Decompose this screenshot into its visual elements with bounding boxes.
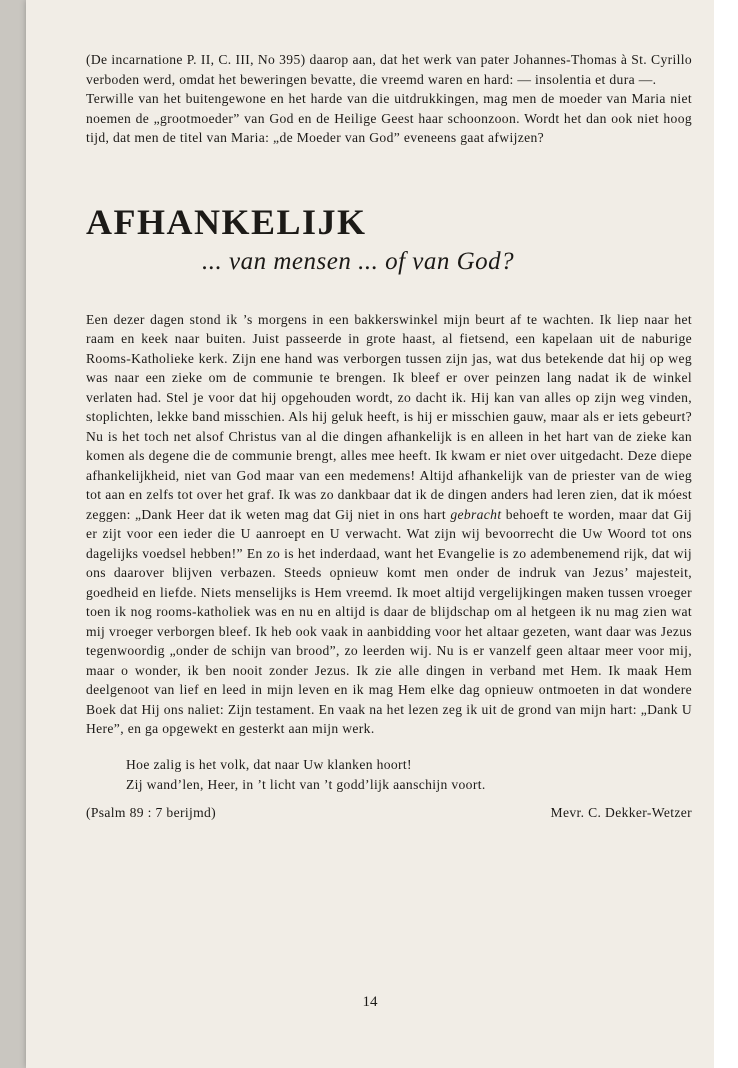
- page-edge-strip: [714, 0, 738, 1068]
- intro-paragraph-1: (De incarnatione P. II, C. III, No 395) daarop aan, dat het werk van pater Johannes-Thomas à St. Cyrillo verboden werd, omdat het beweringen bevatte, die vreemd waren en hard: — insolentia et dura —.: [86, 52, 692, 87]
- article-body-part-a: Een dezer dagen stond ik ’s morgens in een bakkerswinkel mijn beurt af te wachten. Ik liep naar het raam en keek naar buiten. Juist passeerde in grote haast, al fietsend, een kapelaan uit de naburige Rooms-Katholieke kerk. Zijn ene hand was verborgen tussen zijn jas, wat dus betekende dat hij op weg was naar een zieke om de communie te brengen. Ik bleef er over peinzen lang nadat ik de winkel verlaten had. Stel je voor dat hij opgehouden wordt, zo dacht ik. Hij kan van alles op zijn weg vinden, stoplichten, lekke band misschien. Als hij geluk heeft, is hij er misschien gauw, maar als er iets gebeurt? Nu is het toch net alsof Christus van al die dingen afhankelijk is en alleen in het hart van de zieke kan komen als degene die de communie brengt, alles mee heeft. Ik kwam er niet over uitgedacht. Deze diepe afhankelijkheid, niet van God maar van een medemens! Altijd afhankelijk van de priester van de wieg tot aan en zelfs tot over het graf. Ik was zo dankbaar dat ik de dingen anders had leren zien, dat ik móest zeggen: „Dank Heer dat ik weten mag dat Gij niet in ons hart: [86, 311, 692, 522]
- document-page: [26, 0, 714, 1068]
- page-content: [86, 50, 692, 823]
- page-number: 14: [362, 994, 378, 1010]
- poem-line-1: Hoe zalig is het volk, dat naar Uw klanken hoort!: [126, 756, 412, 772]
- article-title: AFHANKELIJK: [86, 201, 367, 242]
- attribution-row: [86, 803, 692, 823]
- article-subtitle: ... van mensen ... of van God?: [202, 247, 515, 275]
- article-body-part-b: behoeft te worden, maar dat Gij er zijt voor een ieder die U aanroept en U verwacht. Wat zijn wij bevoorrecht die Uw Woord tot ons dagelijks voedsel hebben!” En zo is het inderdaad, want het Evangelie is zo adembenemend rijk, dat wij ons daarover blijven verbazen. Steeds opnieuw komt men onder de indruk van Jezus’ majesteit, goedheid en liefde. Niets menselijks is Hem vreemd. Ik moet altijd vergelijkingen maken tussen vroeger toen ik nog rooms-katholiek was en nu en altijd is daar de blijdschap om al hetgeen ik nu mag zien wat mij vroeger verborgen bleef. Ik heb ook vaak in aanbidding voor het altaar gezeten, want daar was Jezus tegenwoordig „onder de schijn van brood”, zo leerden wij. Nu is er vanzelf geen altaar meer voor mij, maar o wonder, ik ben nooit zonder Jezus. Ik zie alle dingen in verband met Hem. Ik maak Hem deelgenoot van lief en leed in mijn leven en ik mag Hem elke dag opnieuw ontmoeten in dat wondere Boek dat Hij ons naliet: Zijn testament. En vaak na het lezen zeg ik uit de grond van mijn hart: „Dank U Here”, en ga opgewekt en gesterkt aan mijn werk.: [86, 506, 692, 736]
- article-body: [86, 310, 692, 739]
- author-name: Mevr. C. Dekker-Wetzer: [550, 804, 692, 820]
- poem-quote: [126, 755, 692, 795]
- article-body-emphasis: gebracht: [450, 506, 502, 522]
- intro-paragraph-2: Terwille van het buitengewone en het harde van die uitdrukkingen, mag men de moeder van Maria niet noemen de „grootmoeder” van God en de Heilige Geest haar schoonzoon. Wordt het dan ook niet hoog tijd, dat men de titel van Maria: „de Moeder van God” eveneens gaat afwijzen?: [86, 91, 692, 145]
- poem-line-2: Zij wand’len, Heer, in ’t licht van ’t godd’lijk aanschijn voort.: [126, 776, 486, 792]
- psalm-reference: (Psalm 89 : 7 berijmd): [86, 804, 217, 820]
